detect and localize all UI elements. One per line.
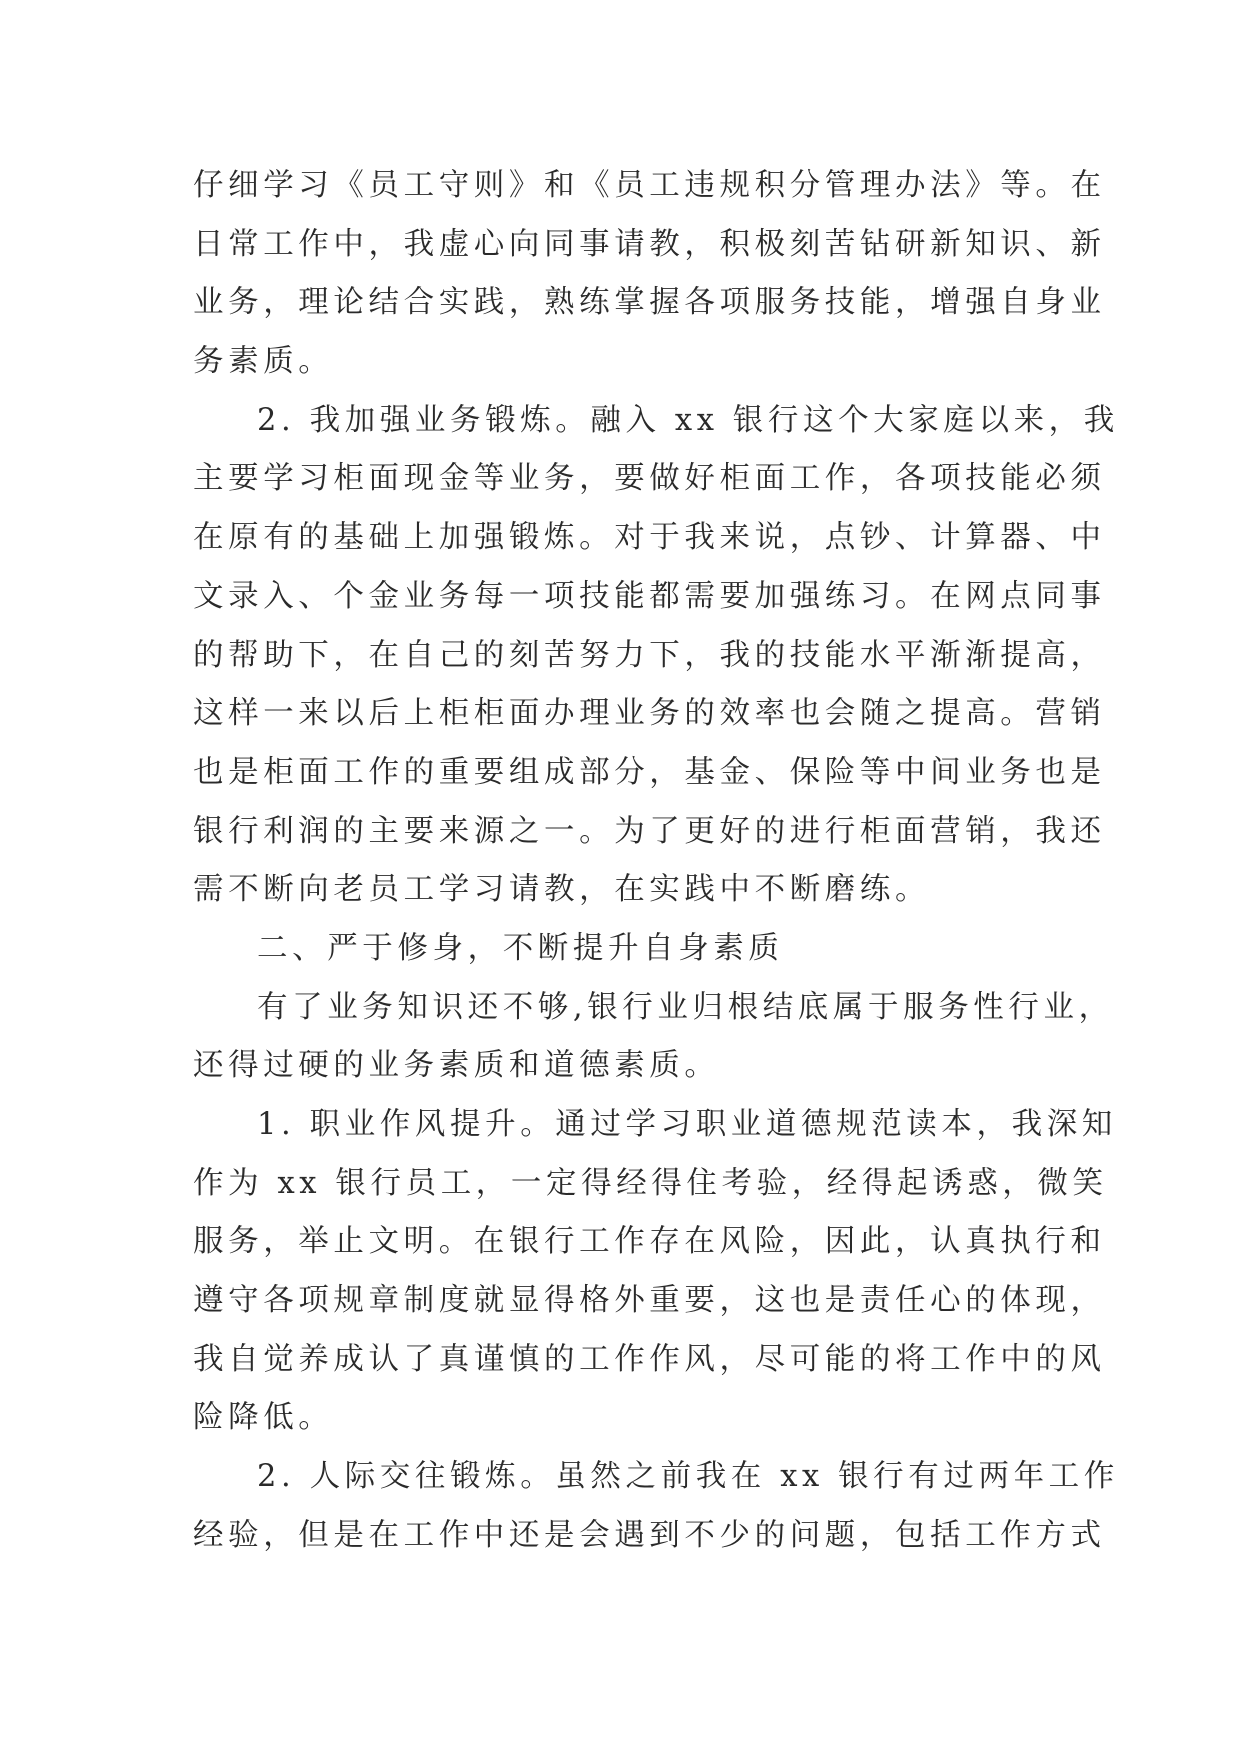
text-line: 还得过硬的业务素质和道德素质。 [193,1048,720,1084]
text-line: 二、严于修身，不断提升自身素质 [257,930,784,966]
text-line: 这样一来以后上柜柜面办理业务的效率也会随之提高。营销 [193,696,1106,732]
text-line: 的帮助下，在自己的刻苦努力下，我的技能水平渐渐提高， [193,637,1106,673]
text-line: 业务，理论结合实践，熟练掌握各项服务技能，增强自身业 [193,285,1106,321]
text-line: 2. 我加强业务锻炼。融入 xx 银行这个大家庭以来，我 [257,402,1119,438]
text-line: 需不断向老员工学习请教，在实践中不断磨练。 [193,872,931,908]
text-line: 也是柜面工作的重要组成部分，基金、保险等中间业务也是 [193,754,1106,790]
text-line: 务素质。 [193,344,334,380]
text-line: 日常工作中，我虚心向同事请教，积极刻苦钻研新知识、新 [193,226,1106,262]
text-line: 我自觉养成认了真谨慎的工作作风，尽可能的将工作中的风 [193,1341,1106,1377]
text-line: 2. 人际交往锻炼。虽然之前我在 xx 银行有过两年工作 [257,1459,1119,1495]
text-line: 1. 职业作风提升。通过学习职业道德规范读本，我深知 [257,1107,1117,1142]
text-line: 作为 xx 银行员工，一定得经得住考验，经得起诱惑，微笑 [193,1165,1108,1201]
text-line: 银行利润的主要来源之一。为了更好的进行柜面营销，我还 [193,813,1106,849]
text-line: 遵守各项规章制度就显得格外重要，这也是责任心的体现， [193,1283,1106,1319]
text-line: 文录入、个金业务每一项技能都需要加强练习。在网点同事 [193,578,1106,614]
document-body [193,157,1119,1566]
text-line: 在原有的基础上加强锻炼。对于我来说，点钞、计算器、中 [193,520,1106,556]
text-line: 仔细学习《员工守则》和《员工违规积分管理办法》等。在 [193,168,1106,203]
text-line: 经验，但是在工作中还是会遇到不少的问题，包括工作方式 [193,1517,1106,1553]
text-line: 有了业务知识还不够,银行业归根结底属于服务性行业， [257,989,1114,1025]
text-line: 险降低。 [193,1400,334,1436]
text-line: 主要学习柜面现金等业务，要做好柜面工作，各项技能必须 [193,461,1106,497]
text-line: 服务，举止文明。在银行工作存在风险，因此，认真执行和 [193,1224,1106,1260]
